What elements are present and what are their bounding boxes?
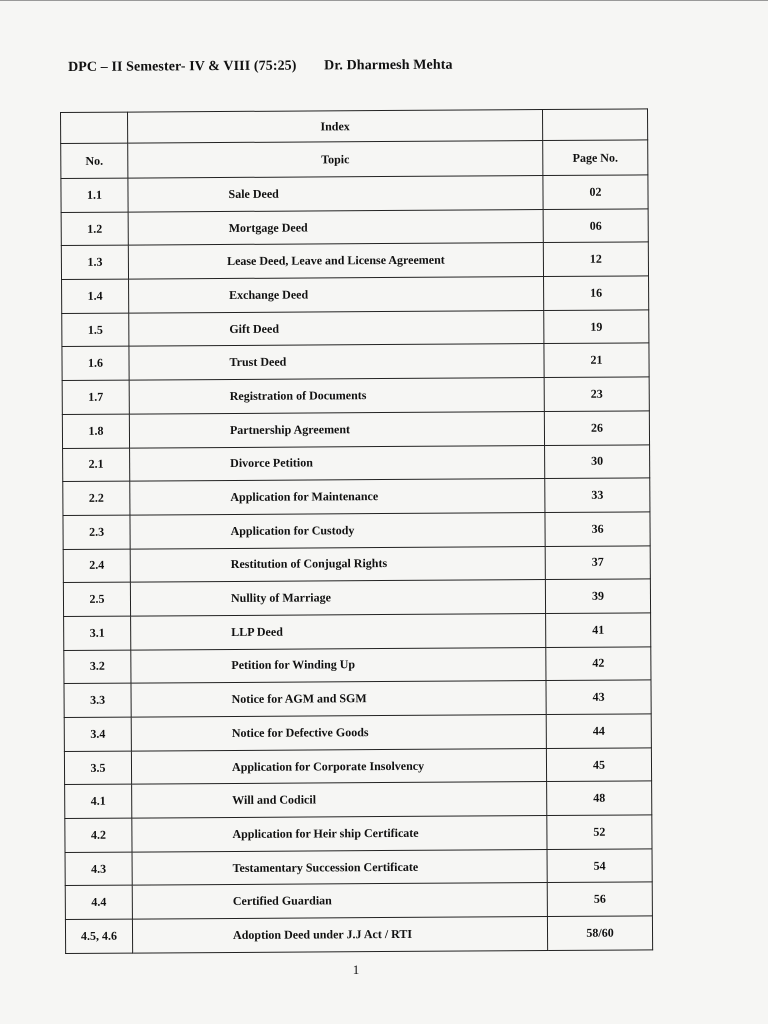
row-number: 2.3 — [63, 515, 130, 549]
table-row — [65, 916, 652, 953]
table-row — [64, 748, 651, 785]
row-topic: Notice for Defective Goods — [131, 715, 546, 751]
row-number: 4.3 — [65, 852, 132, 886]
page-header — [68, 58, 453, 76]
row-page-number: 48 — [547, 781, 652, 815]
row-topic: Restitution of Conjugal Rights — [130, 546, 545, 582]
row-page-number: 43 — [546, 680, 651, 714]
table-row — [64, 613, 651, 650]
row-topic: Notice for AGM and SGM — [131, 681, 546, 717]
row-page-number: 58/60 — [547, 916, 652, 950]
table-row — [61, 242, 648, 279]
row-number: 4.1 — [65, 784, 132, 818]
row-page-number: 39 — [545, 579, 650, 613]
row-topic: Sale Deed — [128, 176, 543, 212]
table-row — [63, 512, 650, 549]
page-number: 1 — [352, 962, 360, 977]
row-topic: Registration of Documents — [129, 378, 544, 414]
row-number: 4.4 — [65, 886, 132, 920]
row-page-number: 19 — [544, 310, 649, 344]
row-topic: Application for Corporate Insolvency — [131, 748, 546, 784]
row-page-number: 45 — [546, 748, 651, 782]
table-row — [62, 411, 649, 448]
row-page-number: 16 — [544, 276, 649, 310]
row-topic: Lease Deed, Leave and License Agreement — [128, 243, 543, 279]
row-page-number: 44 — [546, 714, 651, 748]
row-number: 1.2 — [61, 212, 128, 246]
row-page-number: 54 — [547, 849, 652, 883]
row-page-number: 21 — [544, 343, 649, 377]
index-table — [60, 108, 653, 953]
row-topic: Trust Deed — [129, 344, 544, 380]
table-row — [61, 175, 648, 212]
table-row — [65, 781, 652, 818]
table-row — [65, 815, 652, 852]
row-number: 1.5 — [62, 313, 129, 347]
table-row — [63, 579, 650, 616]
row-page-number: 23 — [544, 377, 649, 411]
row-topic: Partnership Agreement — [129, 411, 544, 447]
index-title-blank-right — [542, 109, 647, 141]
table-row — [65, 849, 652, 886]
table-row — [64, 680, 651, 717]
table-row — [61, 209, 648, 246]
row-number: 2.4 — [63, 549, 130, 583]
row-number: 1.4 — [62, 279, 129, 313]
row-number: 2.1 — [63, 448, 130, 482]
table-row — [63, 545, 650, 582]
row-topic: Application for Custody — [130, 512, 545, 548]
row-page-number: 02 — [543, 175, 648, 209]
row-number: 3.1 — [64, 616, 131, 650]
row-page-number: 36 — [545, 512, 650, 546]
row-page-number: 33 — [545, 478, 650, 512]
row-number: 3.5 — [64, 751, 131, 785]
row-topic: Divorce Petition — [130, 445, 545, 481]
column-header-page: Page No. — [543, 140, 648, 176]
row-number: 1.3 — [61, 245, 128, 279]
row-number: 1.7 — [62, 380, 129, 414]
row-number: 2.2 — [63, 481, 130, 515]
index-title-row — [61, 109, 648, 144]
row-number: 3.3 — [64, 683, 131, 717]
row-topic: Testamentary Succession Certificate — [132, 849, 547, 885]
row-topic: Certified Guardian — [132, 883, 547, 919]
table-row — [63, 478, 650, 515]
row-topic: Nullity of Marriage — [130, 580, 545, 616]
index-title-blank-left — [61, 112, 128, 143]
row-topic: LLP Deed — [131, 613, 546, 649]
row-topic: Gift Deed — [129, 310, 544, 346]
row-number: 3.4 — [64, 717, 131, 751]
table-row — [64, 714, 651, 751]
column-header-topic: Topic — [128, 141, 543, 179]
row-number: 3.2 — [64, 650, 131, 684]
row-page-number: 41 — [546, 613, 651, 647]
row-number: 2.5 — [63, 582, 130, 616]
row-number: 1.1 — [61, 178, 128, 212]
table-row — [64, 647, 651, 684]
column-header-row — [61, 140, 648, 179]
author-name: Dr. Dharmesh Mehta — [324, 57, 453, 74]
row-number: 4.2 — [65, 818, 132, 852]
row-number: 1.8 — [62, 414, 129, 448]
row-topic: Petition for Winding Up — [131, 647, 546, 683]
row-number: 1.6 — [62, 347, 129, 381]
row-page-number: 30 — [545, 444, 650, 478]
table-row — [65, 882, 652, 919]
row-page-number: 52 — [547, 815, 652, 849]
row-page-number: 42 — [546, 647, 651, 681]
table-row — [62, 343, 649, 380]
top-edge-line — [0, 0, 768, 1]
row-page-number: 56 — [547, 882, 652, 916]
table-row — [62, 310, 649, 347]
row-page-number: 12 — [543, 242, 648, 276]
table-row — [62, 377, 649, 414]
row-page-number: 06 — [543, 209, 648, 243]
row-topic: Mortgage Deed — [128, 209, 543, 245]
index-title: Index — [128, 110, 543, 144]
row-page-number: 26 — [544, 411, 649, 445]
table-row — [62, 276, 649, 313]
column-header-no: No. — [61, 143, 128, 178]
row-topic: Application for Maintenance — [130, 479, 545, 515]
index-table-wrapper — [60, 108, 651, 953]
row-number: 4.5, 4.6 — [65, 919, 132, 953]
row-topic: Will and Codicil — [132, 782, 547, 818]
row-page-number: 37 — [545, 545, 650, 579]
row-topic: Adoption Deed under J.J Act / RTI — [132, 917, 547, 953]
row-topic: Exchange Deed — [129, 277, 544, 313]
row-topic: Application for Heir ship Certificate — [132, 816, 547, 852]
table-row — [63, 444, 650, 481]
course-title: DPC – II Semester- IV & VIII (75:25) — [68, 58, 297, 75]
